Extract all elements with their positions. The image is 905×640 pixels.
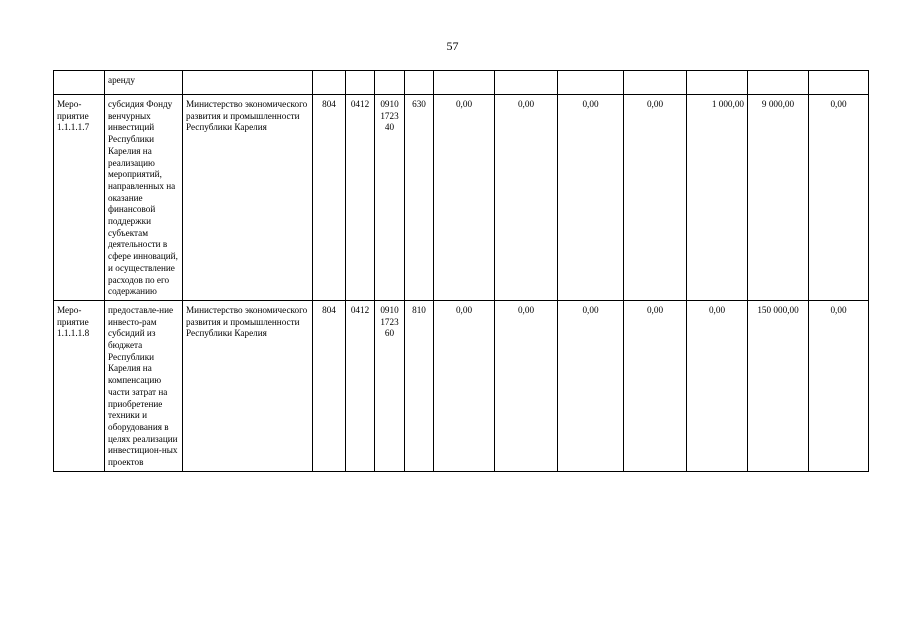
table-cell-value: 0,00 [434, 300, 495, 471]
table-cell-vr: 630 [405, 95, 434, 301]
table-cell-activity: Меро-приятие 1.1.1.1.7 [54, 95, 105, 301]
table-cell-rzpr: 0412 [346, 95, 375, 301]
table-cell-rzpr: 0412 [346, 300, 375, 471]
table-cell-empty [809, 71, 869, 95]
table-cell-vr: 810 [405, 300, 434, 471]
table-cell-description: предоставле-ние инвесто-рам субсидий из бюджета Республики Карелия на компенсацию части затрат на приобретение техники и оборудования в целях реализации инвестицион-ных проектов [105, 300, 183, 471]
table-cell-value: 0,00 [809, 95, 869, 301]
table-cell-executor: Министерство экономического развития и промышленности Республики Карелия [183, 95, 313, 301]
table-cell-value: 0,00 [495, 95, 558, 301]
table-cell-description: субсидия Фонду венчурных инвестиций Республики Карелия на реализацию мероприятий, направленных на оказание финансовой поддержки субъектам деятельности в сфере инноваций, и осуществление расходов по его содержанию [105, 95, 183, 301]
table-row [54, 95, 869, 301]
budget-table [53, 70, 869, 472]
table-cell-value: 1 000,00 [687, 95, 748, 301]
table-cell-grbs: 804 [313, 95, 346, 301]
table-cell-empty [748, 71, 809, 95]
table-cell-value: 0,00 [624, 95, 687, 301]
table-cell-empty [346, 71, 375, 95]
table-cell-csr: 0910 1723 40 [375, 95, 405, 301]
table-cell-value: 0,00 [495, 300, 558, 471]
table-cell-value: 0,00 [558, 300, 624, 471]
table-cell-empty [375, 71, 405, 95]
table-cell-csr: 0910 1723 60 [375, 300, 405, 471]
table-cell-empty [558, 71, 624, 95]
table-cell-empty [183, 71, 313, 95]
table-cell-value: 0,00 [558, 95, 624, 301]
table-cell-value: 0,00 [687, 300, 748, 471]
table-cell-empty [495, 71, 558, 95]
table-cell-empty [687, 71, 748, 95]
table-row [54, 300, 869, 471]
table-row-continuation [54, 71, 869, 95]
table-cell-value: 0,00 [624, 300, 687, 471]
table-cell-activity: Меро-приятие 1.1.1.1.8 [54, 300, 105, 471]
table-cell-value: 150 000,00 [748, 300, 809, 471]
table-cell-executor: Министерство экономического развития и промышленности Республики Карелия [183, 300, 313, 471]
table-cell-empty [54, 71, 105, 95]
page-number: 57 [446, 39, 459, 53]
table-cell-value: 9 000,00 [748, 95, 809, 301]
table-cell-description: аренду [105, 71, 183, 95]
table-cell-value: 0,00 [434, 95, 495, 301]
table-cell-empty [313, 71, 346, 95]
table-cell-grbs: 804 [313, 300, 346, 471]
table-cell-value: 0,00 [809, 300, 869, 471]
table-cell-empty [405, 71, 434, 95]
table-cell-empty [434, 71, 495, 95]
table-cell-empty [624, 71, 687, 95]
